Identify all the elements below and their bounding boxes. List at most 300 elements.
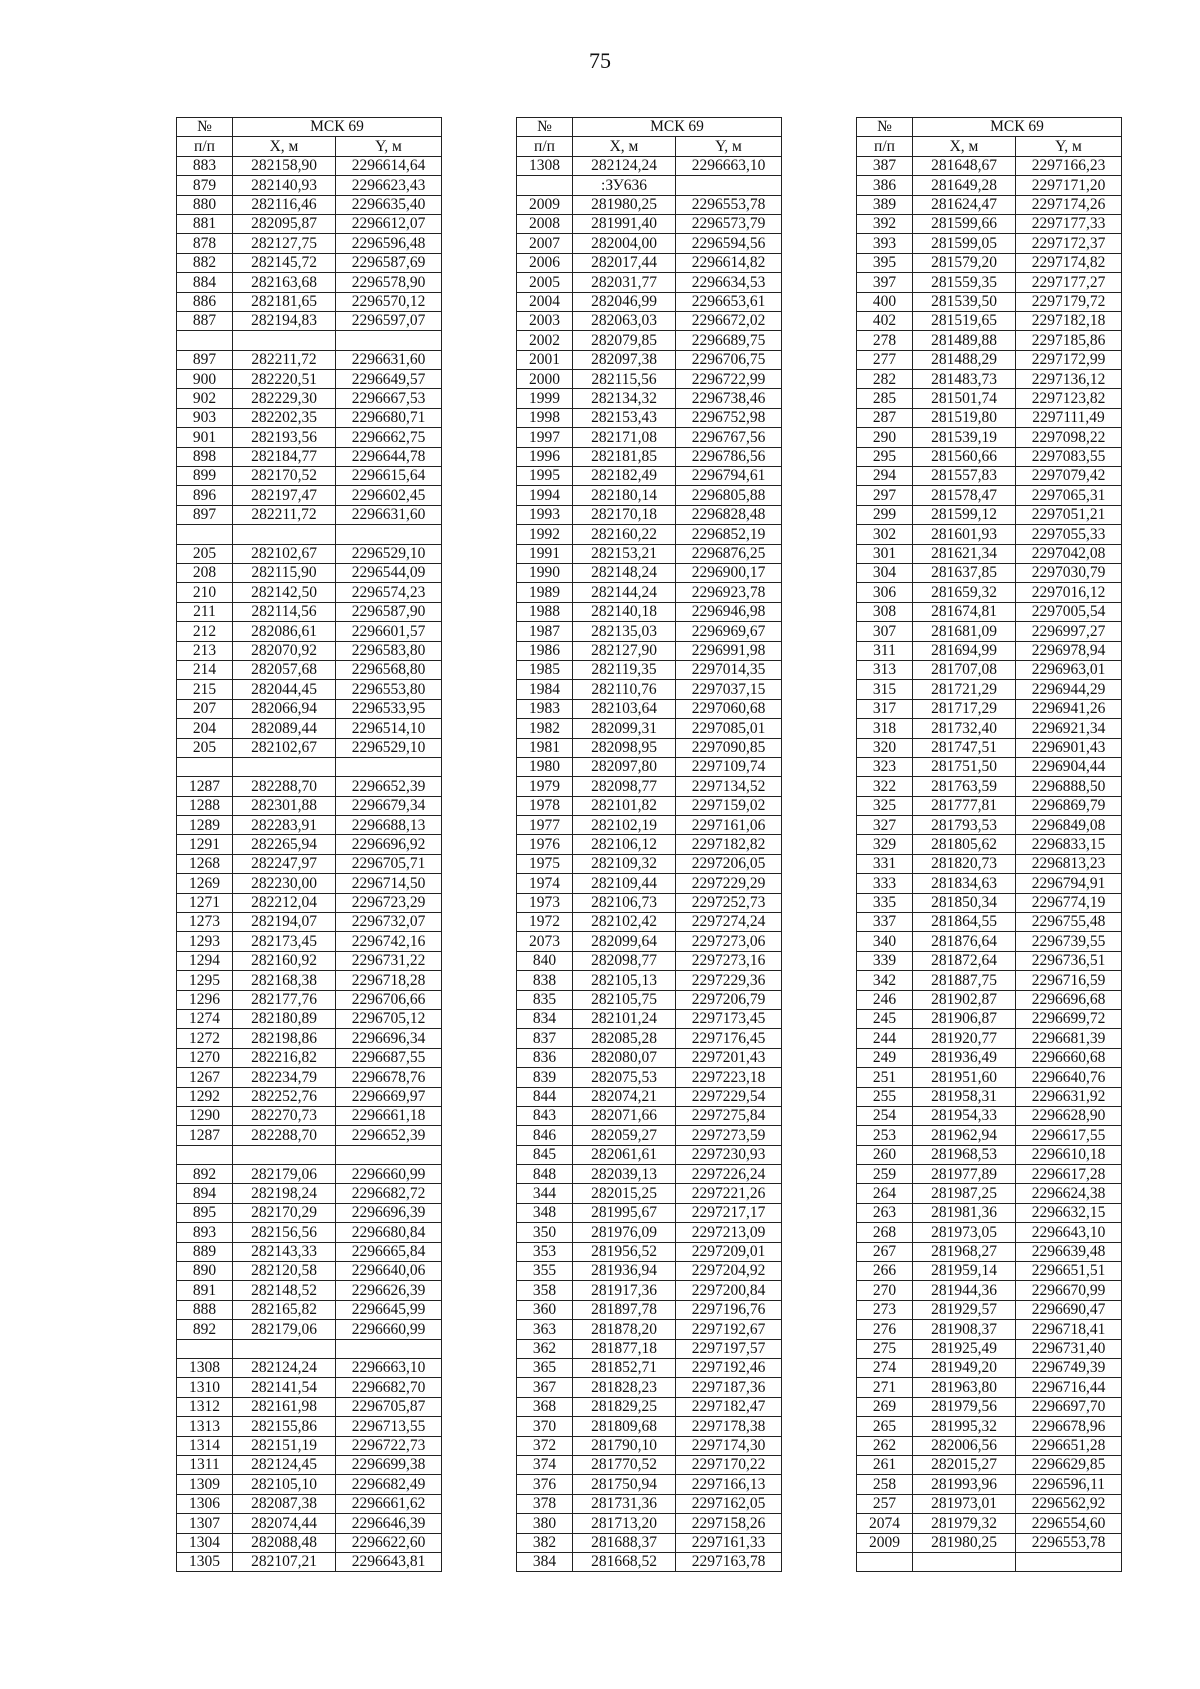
point-number-cell: 323 xyxy=(857,757,913,776)
x-coordinate-cell: 281973,05 xyxy=(913,1223,1016,1242)
point-number-cell: 1980 xyxy=(517,757,573,776)
table-row xyxy=(857,1087,1122,1106)
point-number-cell: 843 xyxy=(517,1106,573,1125)
x-coordinate-cell: 281732,40 xyxy=(913,719,1016,738)
header-coordinate-system: МСК 69 xyxy=(913,118,1122,137)
table-row xyxy=(517,1165,782,1184)
x-coordinate-cell: 282148,52 xyxy=(233,1281,336,1300)
point-number-cell xyxy=(177,1339,233,1358)
y-coordinate-cell: 2297136,12 xyxy=(1016,370,1122,389)
x-coordinate-cell: 282142,50 xyxy=(233,583,336,602)
y-coordinate-cell: 2297192,67 xyxy=(676,1320,782,1339)
x-coordinate-cell: 282017,44 xyxy=(573,253,676,272)
table-row xyxy=(177,1552,442,1571)
x-coordinate-cell: 282177,76 xyxy=(233,990,336,1009)
x-coordinate-cell: 282140,93 xyxy=(233,176,336,195)
y-coordinate-cell: 2296643,10 xyxy=(1016,1223,1122,1242)
table-row xyxy=(517,932,782,951)
x-coordinate-cell: 281501,74 xyxy=(913,389,1016,408)
table-row xyxy=(857,641,1122,660)
point-number-cell: 2009 xyxy=(517,195,573,214)
point-number-cell: 1976 xyxy=(517,835,573,854)
x-coordinate-cell: 282102,19 xyxy=(573,816,676,835)
y-coordinate-cell: 2296617,28 xyxy=(1016,1165,1122,1184)
table-row xyxy=(177,214,442,233)
x-coordinate-cell: 281980,25 xyxy=(573,195,676,214)
y-coordinate-cell: 2296660,68 xyxy=(1016,1048,1122,1067)
y-coordinate-cell: 2296553,78 xyxy=(1016,1533,1122,1552)
point-number-cell: 1309 xyxy=(177,1475,233,1494)
y-coordinate-cell: 2296649,57 xyxy=(336,370,442,389)
y-coordinate-cell: 2296794,91 xyxy=(1016,874,1122,893)
x-coordinate-cell: 282170,52 xyxy=(233,467,336,486)
x-coordinate-cell: 281688,37 xyxy=(573,1533,676,1552)
y-coordinate-cell: 2296672,02 xyxy=(676,311,782,330)
table-row xyxy=(517,467,782,486)
table-row xyxy=(177,234,442,253)
y-coordinate-cell: 2296553,78 xyxy=(676,195,782,214)
x-coordinate-cell: 282106,73 xyxy=(573,893,676,912)
y-coordinate-cell: 2296941,26 xyxy=(1016,699,1122,718)
table-row xyxy=(517,1552,782,1571)
x-coordinate-cell: 282015,27 xyxy=(913,1455,1016,1474)
y-coordinate-cell: 2296688,13 xyxy=(336,816,442,835)
table-row xyxy=(177,1339,442,1358)
y-coordinate-cell: 2296529,10 xyxy=(336,544,442,563)
table-row xyxy=(177,408,442,427)
x-coordinate-cell: 281828,23 xyxy=(573,1378,676,1397)
point-number-cell: 880 xyxy=(177,195,233,214)
table-row xyxy=(857,1223,1122,1242)
x-coordinate-cell: 281820,73 xyxy=(913,854,1016,873)
x-coordinate-cell xyxy=(233,331,336,350)
y-coordinate-cell: 2297273,16 xyxy=(676,951,782,970)
point-number-cell: 897 xyxy=(177,350,233,369)
x-coordinate-cell: 281519,65 xyxy=(913,311,1016,330)
table-row xyxy=(517,408,782,427)
x-coordinate-cell: 282124,24 xyxy=(573,156,676,175)
table-row xyxy=(857,893,1122,912)
point-number-cell: 392 xyxy=(857,214,913,233)
x-coordinate-cell: 281805,62 xyxy=(913,835,1016,854)
x-coordinate-cell: 282220,51 xyxy=(233,370,336,389)
point-number-cell: 302 xyxy=(857,525,913,544)
y-coordinate-cell: 2297176,45 xyxy=(676,1029,782,1048)
point-number-cell: 1269 xyxy=(177,874,233,893)
y-coordinate-cell: 2296640,76 xyxy=(1016,1068,1122,1087)
table-row xyxy=(517,1320,782,1339)
table-row xyxy=(177,311,442,330)
x-coordinate-cell: 282140,18 xyxy=(573,602,676,621)
table-row xyxy=(177,505,442,524)
point-number-cell: 342 xyxy=(857,971,913,990)
y-coordinate-cell: 2297161,33 xyxy=(676,1533,782,1552)
y-coordinate-cell: 2296716,59 xyxy=(1016,971,1122,990)
point-number-cell: 1288 xyxy=(177,796,233,815)
x-coordinate-cell: 282059,27 xyxy=(573,1126,676,1145)
x-coordinate-cell: 282156,56 xyxy=(233,1223,336,1242)
x-coordinate-cell: 282099,64 xyxy=(573,932,676,951)
x-coordinate-cell: 282179,06 xyxy=(233,1320,336,1339)
point-number-cell: 1274 xyxy=(177,1009,233,1028)
x-coordinate-cell: 281674,81 xyxy=(913,602,1016,621)
table-row xyxy=(517,370,782,389)
point-number-cell: 845 xyxy=(517,1145,573,1164)
x-coordinate-cell: 282086,61 xyxy=(233,622,336,641)
point-number-cell: 838 xyxy=(517,971,573,990)
table-row xyxy=(517,1048,782,1067)
x-coordinate-cell: 282184,77 xyxy=(233,447,336,466)
table-row xyxy=(177,777,442,796)
x-coordinate-cell: 282115,56 xyxy=(573,370,676,389)
point-number-cell: 287 xyxy=(857,408,913,427)
x-coordinate-cell xyxy=(233,525,336,544)
x-coordinate-cell: 282229,30 xyxy=(233,389,336,408)
table-row xyxy=(177,680,442,699)
point-number-cell: 212 xyxy=(177,622,233,641)
y-coordinate-cell: 2296514,10 xyxy=(336,719,442,738)
x-coordinate-cell: 282044,45 xyxy=(233,680,336,699)
point-number-cell: 270 xyxy=(857,1281,913,1300)
table-row xyxy=(177,428,442,447)
y-coordinate-cell: 2296596,11 xyxy=(1016,1475,1122,1494)
x-coordinate-cell: 282288,70 xyxy=(233,1126,336,1145)
point-number-cell: 395 xyxy=(857,253,913,272)
point-number-cell: 370 xyxy=(517,1417,573,1436)
point-number-cell: 376 xyxy=(517,1475,573,1494)
point-number-cell: 308 xyxy=(857,602,913,621)
table-row xyxy=(857,1320,1122,1339)
table-row xyxy=(857,176,1122,195)
x-coordinate-cell: 282098,77 xyxy=(573,777,676,796)
x-coordinate-cell: 282135,03 xyxy=(573,622,676,641)
point-number-cell: 261 xyxy=(857,1455,913,1474)
point-number-cell: 285 xyxy=(857,389,913,408)
point-number-cell: 295 xyxy=(857,447,913,466)
table-row xyxy=(517,1475,782,1494)
y-coordinate-cell: 2296786,56 xyxy=(676,447,782,466)
x-coordinate-cell: 282101,82 xyxy=(573,796,676,815)
table-row xyxy=(177,1106,442,1125)
point-number-cell: 892 xyxy=(177,1320,233,1339)
y-coordinate-cell xyxy=(336,757,442,776)
y-coordinate-cell: 2296869,79 xyxy=(1016,796,1122,815)
y-coordinate-cell: 2296624,38 xyxy=(1016,1184,1122,1203)
point-number-cell: 844 xyxy=(517,1087,573,1106)
table-row xyxy=(857,253,1122,272)
table-row xyxy=(857,505,1122,524)
table-row xyxy=(177,1165,442,1184)
y-coordinate-cell: 2296921,34 xyxy=(1016,719,1122,738)
point-number-cell: 881 xyxy=(177,214,233,233)
point-number-cell: 273 xyxy=(857,1300,913,1319)
y-coordinate-cell: 2296755,48 xyxy=(1016,913,1122,932)
point-number-cell: 372 xyxy=(517,1436,573,1455)
x-coordinate-cell: 282080,07 xyxy=(573,1048,676,1067)
point-number-cell: 1308 xyxy=(517,156,573,175)
x-coordinate-cell: 282074,44 xyxy=(233,1514,336,1533)
x-coordinate-cell xyxy=(233,1339,336,1358)
table-row xyxy=(177,854,442,873)
x-coordinate-cell: 282116,46 xyxy=(233,195,336,214)
point-number-cell: 1975 xyxy=(517,854,573,873)
x-coordinate-cell: 281852,71 xyxy=(573,1359,676,1378)
point-number-cell: 834 xyxy=(517,1009,573,1028)
y-coordinate-cell: 2297111,49 xyxy=(1016,408,1122,427)
point-number-cell: 246 xyxy=(857,990,913,1009)
y-coordinate-cell: 2296687,55 xyxy=(336,1048,442,1067)
y-coordinate-cell xyxy=(336,1339,442,1358)
point-number-cell: 263 xyxy=(857,1203,913,1222)
point-number-cell: 1987 xyxy=(517,622,573,641)
y-coordinate-cell: 2296738,46 xyxy=(676,389,782,408)
point-number-cell: 325 xyxy=(857,796,913,815)
y-coordinate-cell: 2296570,12 xyxy=(336,292,442,311)
point-number-cell: 837 xyxy=(517,1029,573,1048)
point-number-cell: 1981 xyxy=(517,738,573,757)
table-row xyxy=(177,1300,442,1319)
point-number-cell: 1314 xyxy=(177,1436,233,1455)
x-coordinate-cell: 282015,25 xyxy=(573,1184,676,1203)
x-coordinate-cell: 282127,90 xyxy=(573,641,676,660)
table-row xyxy=(177,1223,442,1242)
y-coordinate-cell: 2296544,09 xyxy=(336,563,442,582)
page-number: 75 xyxy=(589,48,611,73)
x-coordinate-cell: 282101,24 xyxy=(573,1009,676,1028)
y-coordinate-cell: 2297273,59 xyxy=(676,1126,782,1145)
table-row xyxy=(177,622,442,641)
point-number-cell: 878 xyxy=(177,234,233,253)
x-coordinate-cell: 282097,80 xyxy=(573,757,676,776)
table-row xyxy=(857,408,1122,427)
point-number-cell: 278 xyxy=(857,331,913,350)
x-coordinate-cell: 282252,76 xyxy=(233,1087,336,1106)
table-row xyxy=(517,273,782,292)
x-coordinate-cell: 281731,36 xyxy=(573,1494,676,1513)
table-row xyxy=(517,563,782,582)
x-coordinate-cell: 281707,08 xyxy=(913,660,1016,679)
y-coordinate-cell: 2297275,84 xyxy=(676,1106,782,1125)
y-coordinate-cell: 2296706,75 xyxy=(676,350,782,369)
x-coordinate-cell: 282057,68 xyxy=(233,660,336,679)
y-coordinate-cell: 2296731,40 xyxy=(1016,1339,1122,1358)
point-number-cell: 294 xyxy=(857,467,913,486)
table-row xyxy=(177,273,442,292)
x-coordinate-cell: 282151,19 xyxy=(233,1436,336,1455)
point-number-cell: 892 xyxy=(177,1165,233,1184)
point-number-cell: 320 xyxy=(857,738,913,757)
x-coordinate-cell: 282074,21 xyxy=(573,1087,676,1106)
y-coordinate-cell: 2296602,45 xyxy=(336,486,442,505)
y-coordinate-cell: 2296628,90 xyxy=(1016,1106,1122,1125)
x-coordinate-cell: 281977,89 xyxy=(913,1165,1016,1184)
point-number-cell: 353 xyxy=(517,1242,573,1261)
header-num-abbrev: п/п xyxy=(177,137,233,156)
table-row xyxy=(517,719,782,738)
table-row xyxy=(857,990,1122,1009)
point-number-cell: 306 xyxy=(857,583,913,602)
y-coordinate-cell: 2296794,61 xyxy=(676,467,782,486)
table-row xyxy=(177,563,442,582)
table-row xyxy=(857,234,1122,253)
x-coordinate-cell: 281559,35 xyxy=(913,273,1016,292)
y-coordinate-cell: 2296663,10 xyxy=(336,1359,442,1378)
y-coordinate-cell: 2296904,44 xyxy=(1016,757,1122,776)
y-coordinate-cell: 2296583,80 xyxy=(336,641,442,660)
x-coordinate-cell: 282160,92 xyxy=(233,951,336,970)
table-row xyxy=(177,1203,442,1222)
table-row xyxy=(177,660,442,679)
table-row xyxy=(857,467,1122,486)
point-number-cell: 2004 xyxy=(517,292,573,311)
header-num-abbrev: п/п xyxy=(857,137,913,156)
x-coordinate-cell: 282153,21 xyxy=(573,544,676,563)
y-coordinate-cell: 2297206,79 xyxy=(676,990,782,1009)
table-row xyxy=(177,350,442,369)
y-coordinate-cell: 2297166,23 xyxy=(1016,156,1122,175)
point-number-cell: 1290 xyxy=(177,1106,233,1125)
y-coordinate-cell: 2297109,74 xyxy=(676,757,782,776)
y-coordinate-cell: 2297196,76 xyxy=(676,1300,782,1319)
point-number-cell: 1974 xyxy=(517,874,573,893)
x-coordinate-cell: 282115,90 xyxy=(233,563,336,582)
x-coordinate-cell: 282107,21 xyxy=(233,1552,336,1571)
point-number-cell: 368 xyxy=(517,1397,573,1416)
x-coordinate-cell: 282088,48 xyxy=(233,1533,336,1552)
x-coordinate-cell: 281777,81 xyxy=(913,796,1016,815)
point-number-cell: 900 xyxy=(177,370,233,389)
header-num-symbol: № xyxy=(177,118,233,137)
y-coordinate-cell: 2297174,26 xyxy=(1016,195,1122,214)
table-row xyxy=(517,1203,782,1222)
y-coordinate-cell: 2297005,54 xyxy=(1016,602,1122,621)
y-coordinate-cell: 2296833,15 xyxy=(1016,835,1122,854)
point-number-cell: 313 xyxy=(857,660,913,679)
y-coordinate-cell: 2296705,12 xyxy=(336,1009,442,1028)
x-coordinate-cell: 281877,18 xyxy=(573,1339,676,1358)
table-row xyxy=(857,1378,1122,1397)
x-coordinate-cell: 282106,12 xyxy=(573,835,676,854)
y-coordinate-cell: 2296718,28 xyxy=(336,971,442,990)
table-row xyxy=(177,253,442,272)
y-coordinate-cell: 2297172,37 xyxy=(1016,234,1122,253)
x-coordinate-cell: 281850,34 xyxy=(913,893,1016,912)
y-coordinate-cell xyxy=(336,525,442,544)
table-row xyxy=(177,641,442,660)
y-coordinate-cell: 2296991,98 xyxy=(676,641,782,660)
table-row xyxy=(857,1048,1122,1067)
table-row xyxy=(517,1494,782,1513)
table-row xyxy=(517,1300,782,1319)
y-coordinate-cell: 2296849,08 xyxy=(1016,816,1122,835)
table-row xyxy=(177,719,442,738)
y-coordinate-cell: 2296644,78 xyxy=(336,447,442,466)
table-row xyxy=(517,757,782,776)
x-coordinate-cell: 282004,00 xyxy=(573,234,676,253)
table-row xyxy=(177,156,442,175)
table-row xyxy=(517,641,782,660)
x-coordinate-cell: 282198,86 xyxy=(233,1029,336,1048)
header-x: X, м xyxy=(573,137,676,156)
table-row xyxy=(857,971,1122,990)
x-coordinate-cell: 282089,44 xyxy=(233,719,336,738)
table-row xyxy=(517,234,782,253)
table-row xyxy=(517,951,782,970)
x-coordinate-cell: 282202,35 xyxy=(233,408,336,427)
table-row xyxy=(857,660,1122,679)
table-row xyxy=(857,1397,1122,1416)
y-coordinate-cell: 2297229,54 xyxy=(676,1087,782,1106)
header-y: Y, м xyxy=(336,137,442,156)
y-coordinate-cell: 2297213,09 xyxy=(676,1223,782,1242)
y-coordinate-cell: 2296696,39 xyxy=(336,1203,442,1222)
x-coordinate-cell: 281908,37 xyxy=(913,1320,1016,1339)
table-row xyxy=(857,1533,1122,1552)
x-coordinate-cell: 282105,10 xyxy=(233,1475,336,1494)
y-coordinate-cell: 2297014,35 xyxy=(676,660,782,679)
y-coordinate-cell: 2296705,87 xyxy=(336,1397,442,1416)
point-number-cell: 322 xyxy=(857,777,913,796)
point-number-cell: 380 xyxy=(517,1514,573,1533)
table-row xyxy=(517,893,782,912)
table-row xyxy=(177,370,442,389)
table-row xyxy=(857,757,1122,776)
table-row xyxy=(177,1029,442,1048)
x-coordinate-cell: 281751,50 xyxy=(913,757,1016,776)
point-number-cell: 378 xyxy=(517,1494,573,1513)
header-x: X, м xyxy=(913,137,1016,156)
y-coordinate-cell: 2296562,92 xyxy=(1016,1494,1122,1513)
table-row xyxy=(857,428,1122,447)
x-coordinate-cell: 281721,29 xyxy=(913,680,1016,699)
table-row xyxy=(857,1126,1122,1145)
y-coordinate-cell: 2296651,28 xyxy=(1016,1436,1122,1455)
point-number-cell: 277 xyxy=(857,350,913,369)
y-coordinate-cell: 2297098,22 xyxy=(1016,428,1122,447)
x-coordinate-cell: 282194,83 xyxy=(233,311,336,330)
x-coordinate-cell: 281876,64 xyxy=(913,932,1016,951)
point-number-cell: 365 xyxy=(517,1359,573,1378)
table-body xyxy=(517,156,782,1572)
y-coordinate-cell: 2296615,64 xyxy=(336,467,442,486)
x-coordinate-cell: 282179,06 xyxy=(233,1165,336,1184)
table-row xyxy=(177,1475,442,1494)
x-coordinate-cell: 282109,44 xyxy=(573,874,676,893)
point-number-cell: 1267 xyxy=(177,1068,233,1087)
x-coordinate-cell: 282141,54 xyxy=(233,1378,336,1397)
table-row xyxy=(857,1029,1122,1048)
table-row xyxy=(517,544,782,563)
point-number-cell: 2005 xyxy=(517,273,573,292)
table-row xyxy=(177,1378,442,1397)
y-coordinate-cell: 2296632,15 xyxy=(1016,1203,1122,1222)
x-coordinate-cell: 282161,98 xyxy=(233,1397,336,1416)
y-coordinate-cell: 2297223,18 xyxy=(676,1068,782,1087)
table-row xyxy=(177,1126,442,1145)
table-row xyxy=(517,971,782,990)
y-coordinate-cell: 2296805,88 xyxy=(676,486,782,505)
point-number-cell: 363 xyxy=(517,1320,573,1339)
point-number-cell: 903 xyxy=(177,408,233,427)
x-coordinate-cell: 282006,56 xyxy=(913,1436,1016,1455)
point-number-cell: 266 xyxy=(857,1262,913,1281)
point-number-cell: 1986 xyxy=(517,641,573,660)
y-coordinate-cell: 2297187,36 xyxy=(676,1378,782,1397)
y-coordinate-cell: 2297173,45 xyxy=(676,1009,782,1028)
point-number-cell: 387 xyxy=(857,156,913,175)
table-row xyxy=(857,1203,1122,1222)
x-coordinate-cell: 281925,49 xyxy=(913,1339,1016,1358)
